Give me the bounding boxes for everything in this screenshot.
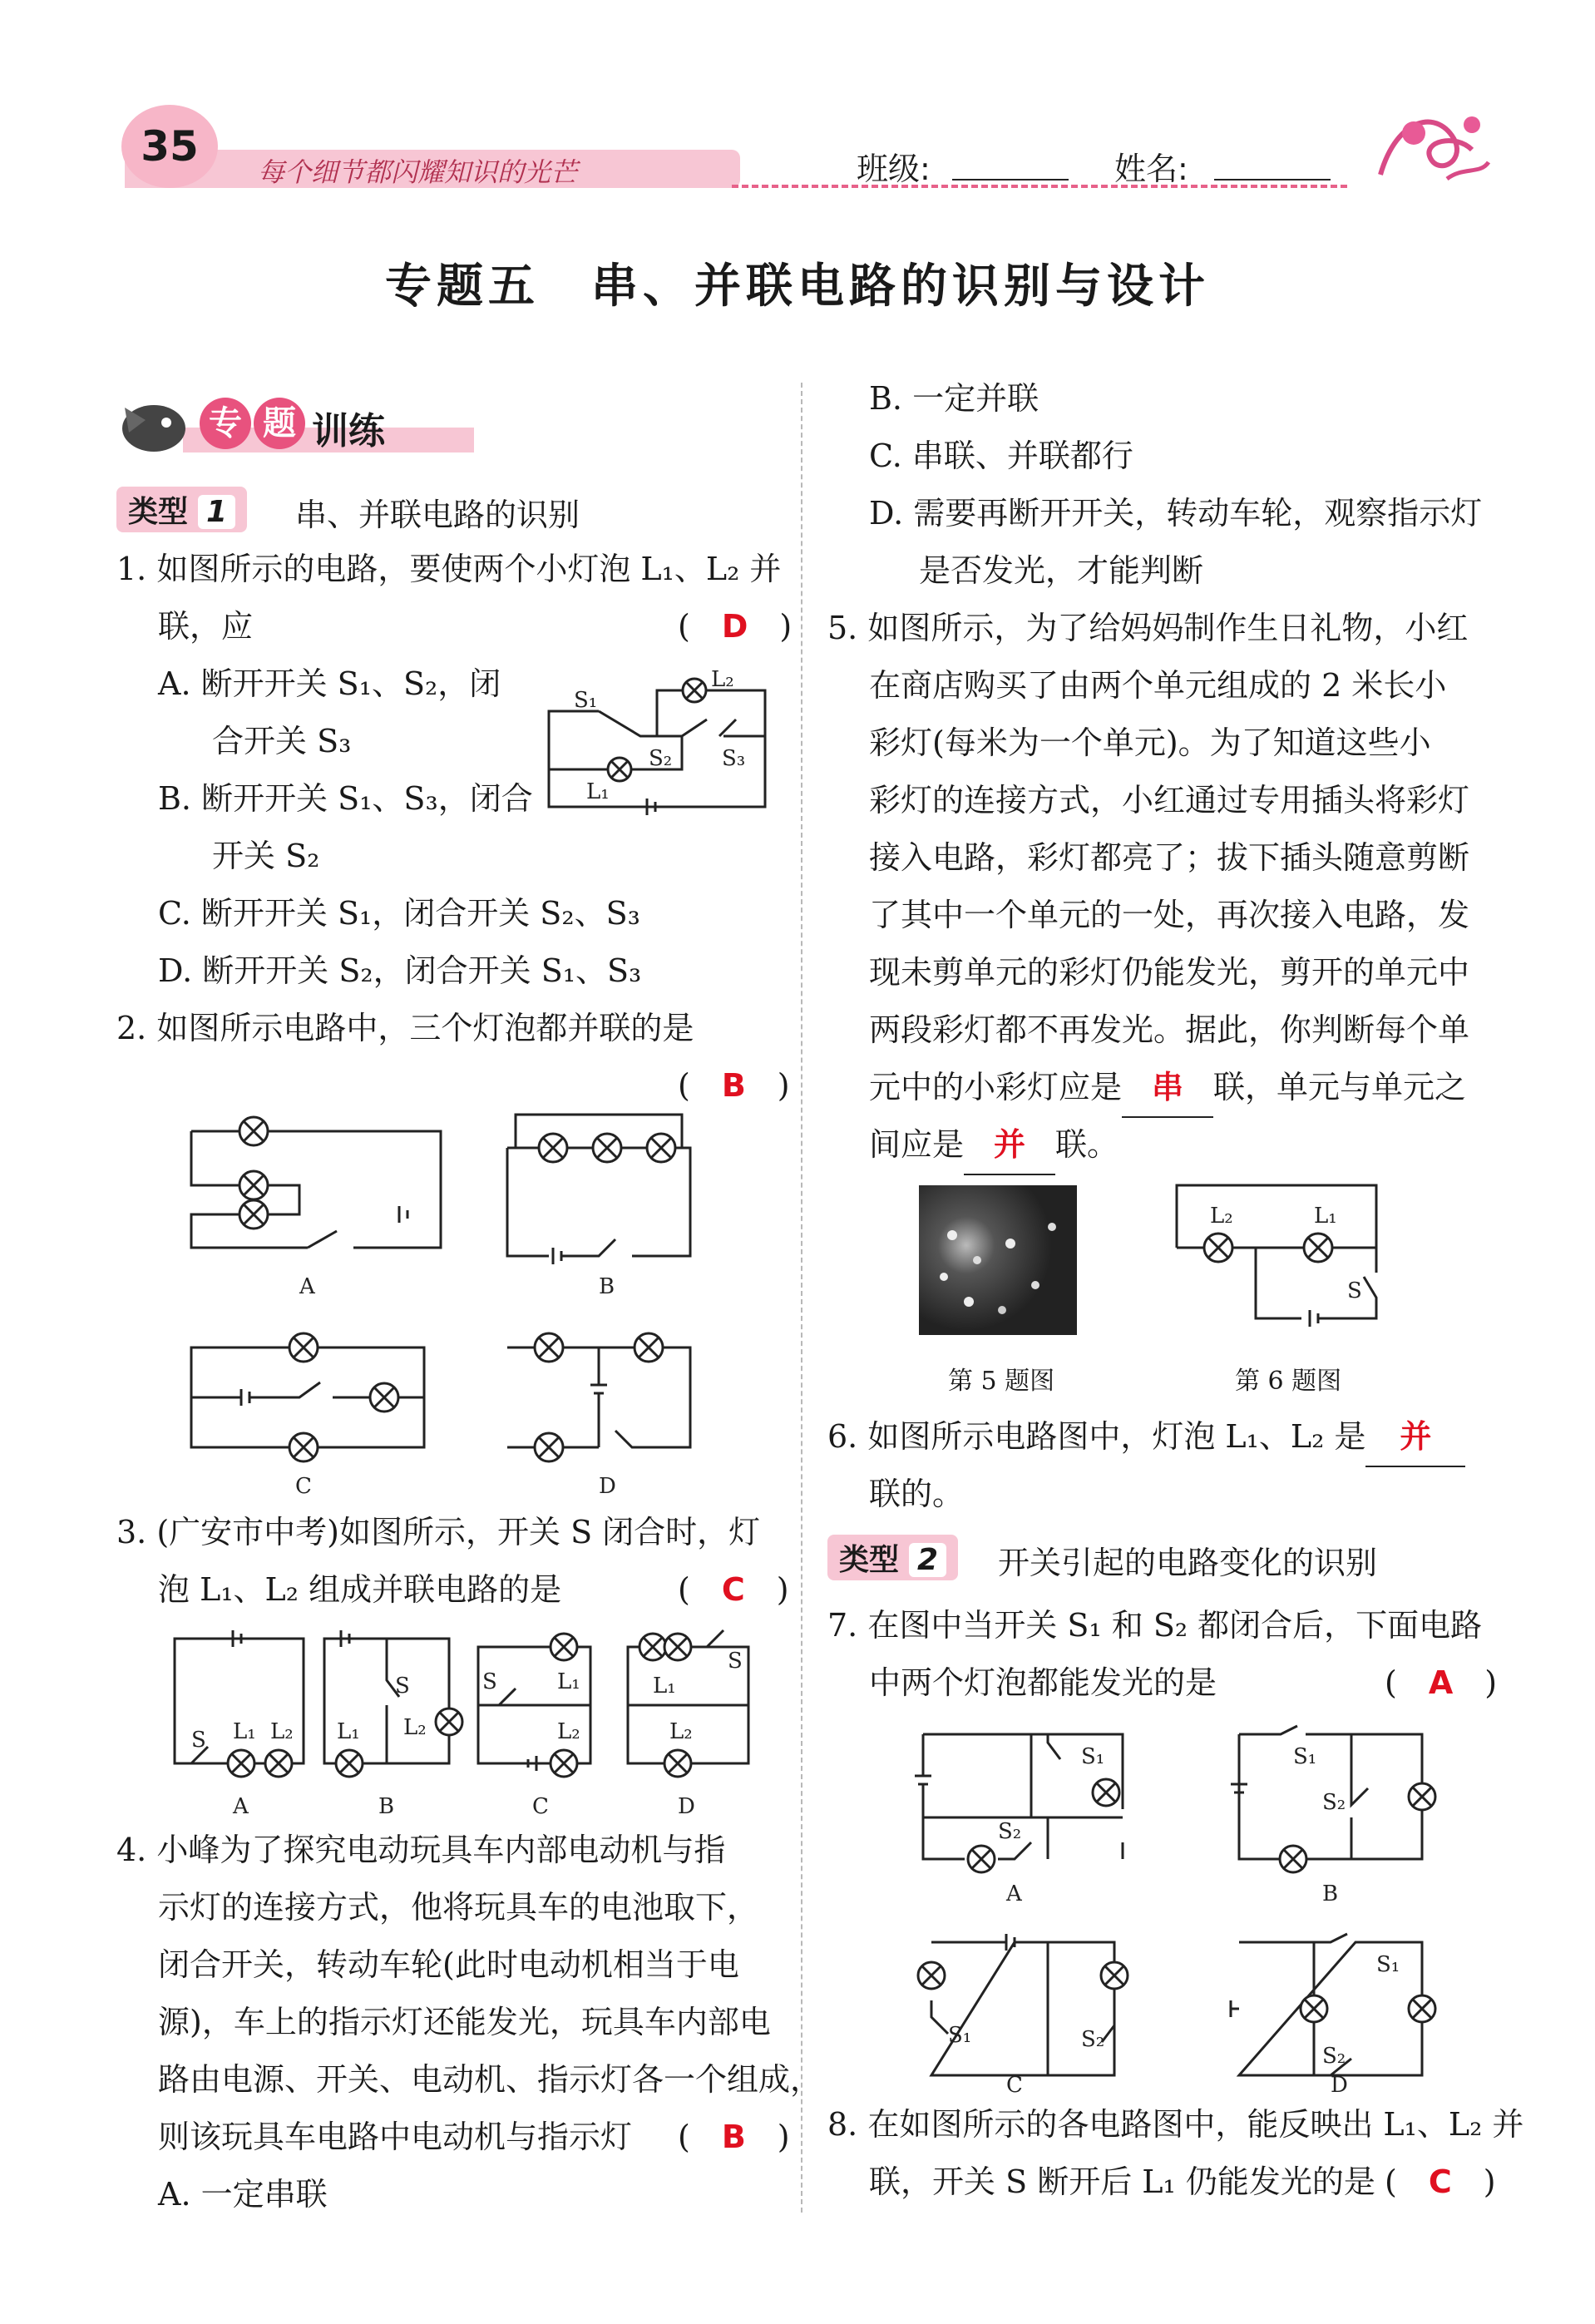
q1-option-b2: 开关 S₂	[212, 838, 320, 874]
q7-a-s1: S₁	[1081, 1744, 1105, 1769]
q7-answer: A	[1428, 1664, 1454, 1701]
section-banner	[116, 391, 449, 457]
q4-line1: 4. 小峰为了探究电动玩具车内部电动机与指	[116, 1832, 726, 1868]
q3-c-s: S	[482, 1669, 497, 1694]
q4-answer-bracket: ( B )	[678, 2119, 790, 2155]
q7-label-d: D	[1331, 2073, 1348, 2098]
q7-answer-bracket: ( A )	[1385, 1664, 1498, 1701]
q4-option-a: A. 一定串联	[158, 2176, 328, 2213]
q4-line6: 则该玩具车电路中电动机与指示灯	[158, 2119, 633, 2155]
q1-label-l2: L₂	[711, 667, 734, 692]
q5-line7: 现未剪单元的彩灯仍能发光，剪开的单元中	[869, 954, 1470, 991]
q3-label-b: B	[378, 1794, 395, 1819]
q7-d-s2: S₂	[1322, 2044, 1346, 2069]
q3-label-a: A	[233, 1794, 249, 1819]
q6-answer: 并	[1365, 1408, 1465, 1467]
q1-option-a2: 合开关 S₃	[212, 723, 352, 759]
name-label: 姓名:	[1114, 151, 1188, 187]
class-label: 班级:	[857, 151, 931, 187]
q8-line1: 8. 在如图所示的各电路图中，能反映出 L₁、L₂ 并	[827, 2106, 1524, 2143]
q6-label-l2: L₂	[1210, 1204, 1233, 1229]
q1-label-s3: S₃	[722, 746, 746, 771]
header-dashes	[732, 185, 1347, 188]
flourish-icon	[1364, 100, 1497, 191]
type2-badge-text: 类型	[839, 1543, 900, 1577]
q3-b-l1: L₁	[337, 1719, 360, 1744]
q7-label-b: B	[1322, 1881, 1339, 1906]
q5-line3: 彩灯(每米为一个单元)。为了知道这些小	[869, 724, 1431, 761]
q7-b-s1: S₁	[1293, 1744, 1317, 1769]
q5-answer2: 并	[964, 1116, 1055, 1175]
q7-label-c: C	[1006, 2073, 1023, 2098]
q2-line1: 2. 如图所示电路中，三个灯泡都并联的是	[116, 1010, 694, 1046]
fig5-caption: 第 5 题图	[948, 1367, 1055, 1396]
q1-answer: D	[721, 608, 748, 645]
fig6-caption: 第 6 题图	[1235, 1367, 1342, 1396]
q5-line10a: 间应是	[869, 1126, 965, 1163]
q6-label-s: S	[1347, 1278, 1362, 1303]
q3-a-s: S	[191, 1728, 206, 1753]
q1-line1: 1. 如图所示的电路，要使两个小灯泡 L₁、L₂ 并	[116, 551, 782, 587]
q6-line1a: 6. 如图所示电路图中，灯泡 L₁、L₂ 是	[827, 1418, 1366, 1455]
q2-answer-bracket: ( B )	[678, 1067, 790, 1104]
q5-line9a: 元中的小彩灯应是	[869, 1069, 1123, 1105]
name-blank	[1214, 179, 1331, 180]
q3-a-l1: L₁	[233, 1719, 256, 1744]
q4-option-d: D. 需要再断开开关，转动车轮，观察指示灯	[869, 495, 1483, 532]
q1-option-c: C. 断开开关 S₁，闭合开关 S₂、S₃	[158, 895, 640, 932]
banner-char2: 题	[254, 398, 305, 449]
type1-badge-text: 类型	[128, 495, 189, 529]
q3-label-d: D	[678, 1794, 695, 1819]
q1-label-s2: S₂	[649, 746, 673, 771]
q5-line9	[869, 1059, 1466, 1118]
q1-option-b: B. 断开开关 S₁、S₃，闭合	[158, 780, 533, 817]
q5-line10b: 联。	[1055, 1126, 1119, 1163]
q2-label-c: C	[295, 1474, 312, 1499]
q7-circuits	[915, 1726, 1447, 2098]
q1-label-s1: S₁	[574, 688, 598, 713]
q3-line1: 3. (广安市中考)如图所示，开关 S 闭合时，灯	[116, 1514, 761, 1550]
q3-d-l1: L₁	[653, 1674, 676, 1698]
q7-d-s1: S₁	[1376, 1952, 1400, 1977]
type2-badge	[827, 1535, 958, 1580]
q7-label-a: A	[1006, 1881, 1022, 1906]
q7-c-s2: S₂	[1081, 2027, 1105, 2052]
q5-line9b: 联，单元与单元之	[1213, 1069, 1467, 1105]
light-string-icon	[919, 1185, 1077, 1335]
q3-b-s: S	[395, 1674, 410, 1698]
q8-answer-bracket: ( C )	[1385, 2163, 1496, 2200]
q2-circuits	[183, 1115, 848, 1514]
q3-answer-bracket: ( C )	[678, 1571, 789, 1608]
q4-line2: 示灯的连接方式，他将玩具车的电池取下，	[158, 1889, 759, 1926]
q5-answer1: 串	[1122, 1059, 1213, 1118]
q3-c-l1: L₁	[557, 1669, 580, 1694]
q7-c-s1: S₁	[948, 2023, 972, 2048]
q1-circuit	[541, 667, 782, 815]
q1-answer-bracket: ( D )	[678, 608, 793, 645]
banner-rest: 训练	[312, 410, 385, 452]
page-number-badge	[121, 105, 218, 188]
q3-line2: 泡 L₁、L₂ 组成并联电路的是	[158, 1571, 562, 1608]
q3-circuits	[175, 1630, 773, 1822]
q6-line1	[827, 1408, 1465, 1467]
q2-answer: B	[721, 1067, 746, 1104]
q4-line4: 源)，车上的指示灯还能发光，玩具车内部电	[158, 2004, 771, 2040]
q5-line8: 两段彩灯都不再发光。据此，你判断每个单	[869, 1011, 1470, 1048]
q4-option-c: C. 串联、并联都行	[869, 438, 1133, 474]
header-slogan: 每个细节都闪耀知识的光芒	[258, 156, 578, 188]
q2-label-d: D	[599, 1474, 616, 1499]
q3-a-l2: L₂	[270, 1719, 294, 1744]
q5-photo	[919, 1185, 1077, 1335]
page-number: 35	[141, 122, 199, 171]
q6-circuit	[1177, 1185, 1393, 1343]
q8-line2: 联，开关 S 断开后 L₁ 仍能发光的是	[869, 2163, 1375, 2200]
q3-d-l2: L₂	[669, 1719, 693, 1744]
q5-line10	[869, 1116, 1118, 1175]
q6-label-l1: L₁	[1314, 1204, 1337, 1229]
q2-label-b: B	[599, 1274, 615, 1299]
q1-line2: 联，应	[158, 608, 254, 645]
q2-label-a: A	[299, 1274, 315, 1299]
banner-char1: 专	[200, 398, 251, 449]
type2-num: 2	[909, 1543, 946, 1577]
q3-label-c: C	[532, 1794, 549, 1819]
type1-num: 1	[198, 495, 235, 529]
q1-option-d: D. 断开开关 S₂，闭合开关 S₁、S₃	[158, 952, 642, 989]
q5-line1: 5. 如图所示，为了给妈妈制作生日礼物，小红	[827, 610, 1469, 646]
q8-answer: C	[1428, 2163, 1452, 2200]
q5-line4: 彩灯的连接方式，小红通过专用插头将彩灯	[869, 782, 1470, 818]
q3-d-s: S	[728, 1649, 743, 1674]
q5-line5: 接入电路，彩灯都亮了；拔下插头随意剪断	[869, 839, 1470, 876]
q4-line3: 闭合开关，转动车轮(此时电动机相当于电	[158, 1946, 739, 1983]
q3-b-l2: L₂	[403, 1715, 427, 1740]
q1-label-l1: L₁	[586, 779, 610, 804]
q4-line5: 路由电源、开关、电动机、指示灯各一个组成，	[158, 2061, 822, 2098]
q7-a-s2: S₂	[998, 1819, 1022, 1844]
type1-badge	[116, 487, 247, 532]
q3-answer: C	[721, 1571, 745, 1608]
q7-line1: 7. 在图中当开关 S₁ 和 S₂ 都闭合后，下面电路	[827, 1607, 1483, 1644]
type1-title: 串、并联电路的识别	[295, 497, 580, 533]
q4-answer: B	[721, 2119, 746, 2155]
type2-title: 开关引起的电路变化的识别	[998, 1545, 1378, 1581]
fish-icon	[116, 391, 191, 457]
q5-line6: 了其中一个单元的一处，再次接入电路，发	[869, 897, 1470, 933]
q5-line2: 在商店购买了由两个单元组成的 2 米长小	[869, 667, 1447, 704]
q6-line2: 联的。	[869, 1476, 965, 1512]
q4-option-b: B. 一定并联	[869, 380, 1039, 417]
q1-option-a: A. 断开开关 S₁、S₂，闭	[158, 665, 501, 702]
page-title: 专题五 串、并联电路的识别与设计	[385, 259, 1210, 314]
q3-c-l2: L₂	[557, 1719, 580, 1744]
class-blank	[952, 179, 1069, 180]
q7-line2: 中两个灯泡都能发光的是	[869, 1664, 1217, 1701]
q7-b-s2: S₂	[1322, 1790, 1346, 1815]
q4-option-d2: 是否发光，才能判断	[919, 552, 1204, 589]
